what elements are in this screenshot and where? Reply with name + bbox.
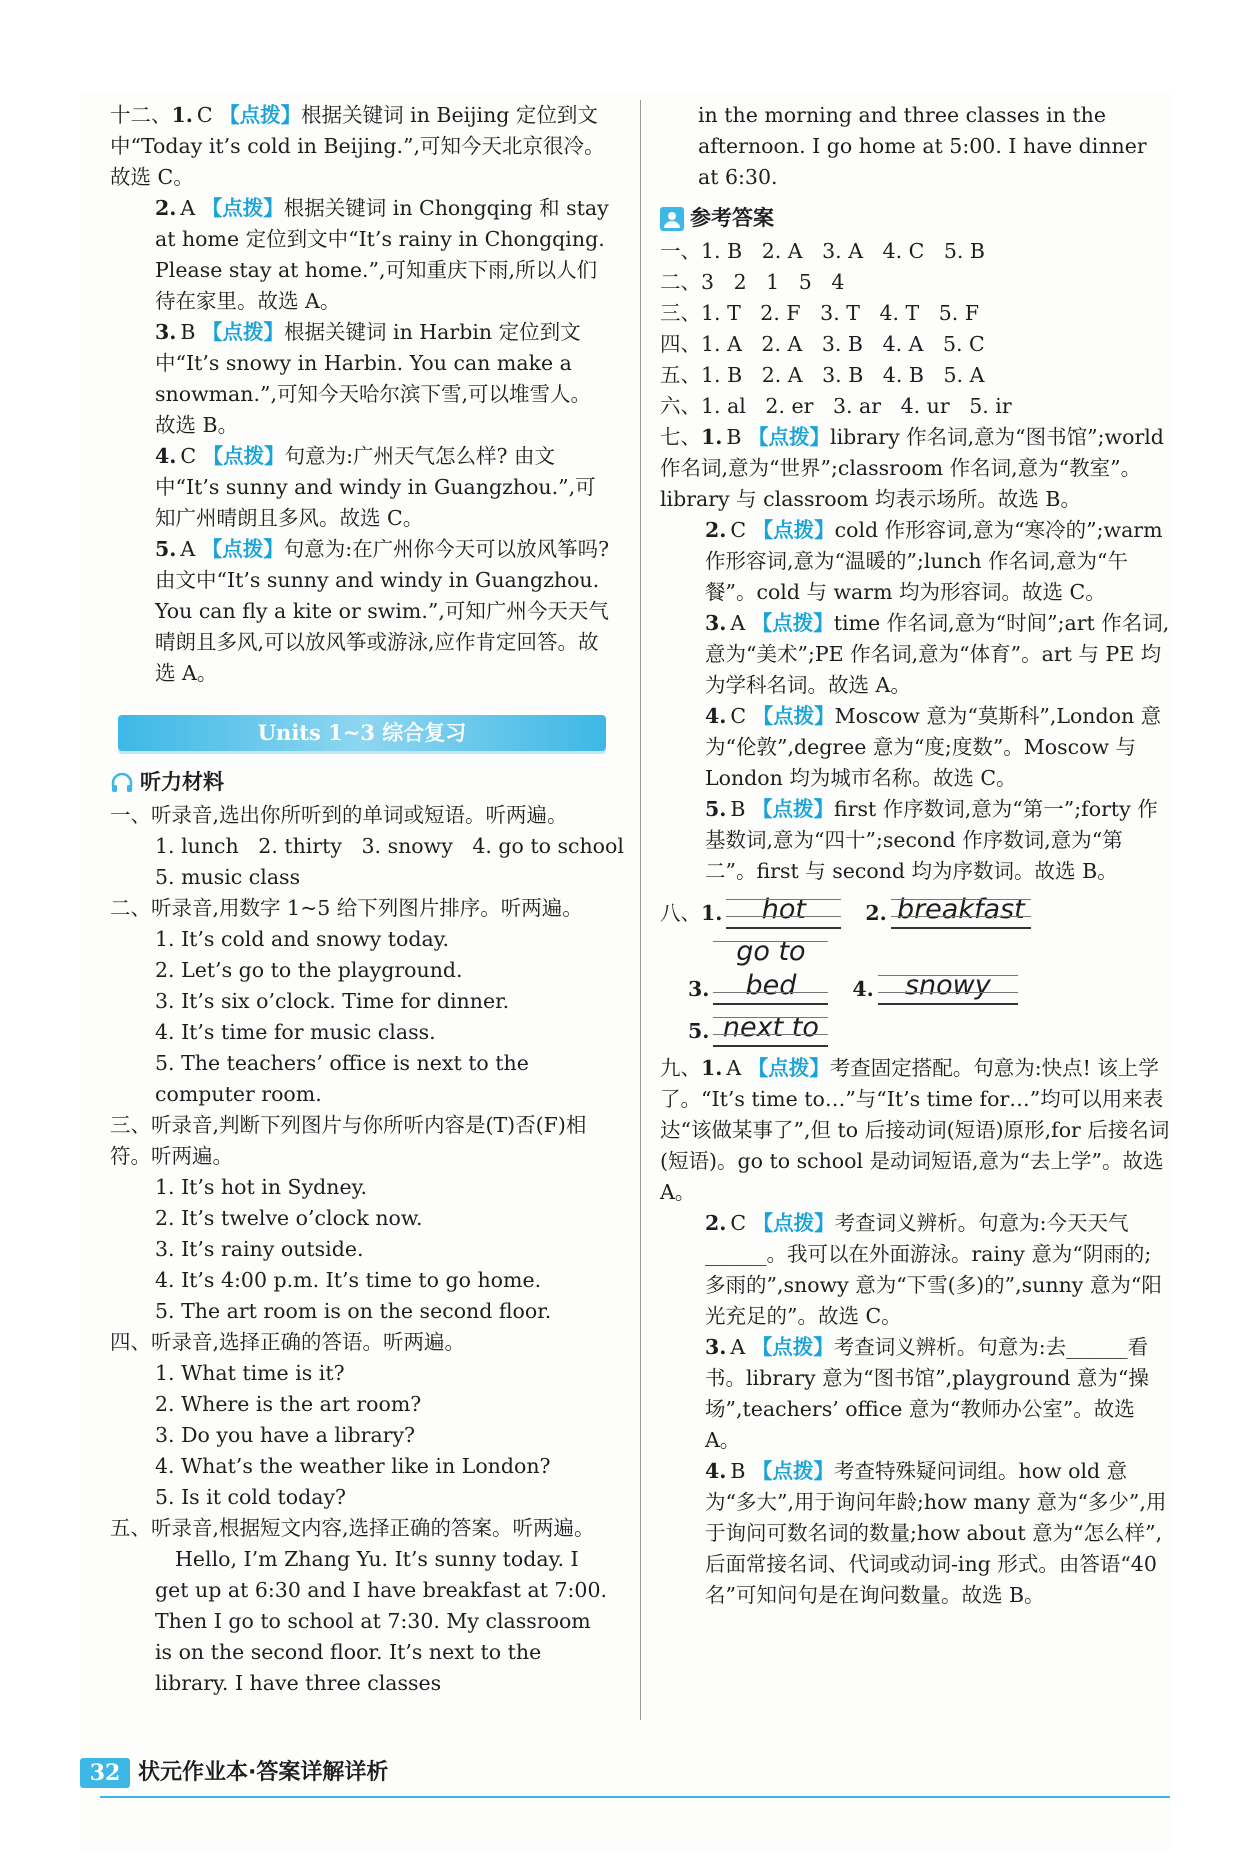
tip-label: 【点拨】 (752, 797, 835, 821)
listening-s5: 五、听录音,根据短文内容,选择正确的答案。听两遍。 Hello, I’m Zhang Yu. It’s sunny today. I get up at 6:30 and I have breakfast at 7:00. Then I go to school at 7:30. My classroom is on the second floor. It’s next to the library. I have three classes (110, 1516, 608, 1695)
tip-label: 【点拨】 (201, 196, 284, 220)
q12-item-3: 3. B 【点拨】根据关键词 in Harbin 定位到文中“It’s snowy in Harbin. You can make a snowman.”,可知今天哈尔滨下雪,可以堆雪人。故选 B。 (155, 320, 592, 437)
left-column (110, 100, 624, 1699)
answers-heading: 参考答案 (660, 203, 1170, 234)
units-review-banner: Units 1~3 综合复习 (118, 715, 606, 751)
page-footer (80, 1758, 1170, 1794)
q7-item-5: 5. B 【点拨】first 作序数词,意为“第一”;forty 作基数词,意为“四十”;second 作序数词,意为“第二”。first 与 second 均为序数词。故选 B。 (705, 797, 1158, 883)
footer-title: 状元作业本·答案详解详析 (138, 1760, 389, 1785)
handwritten-answer-5: next to (713, 1011, 828, 1047)
q12-item-5: 5. A 【点拨】句意为:在广州你今天可以放风筝吗? 由文中“It’s sunny and windy in Guangzhou. You can fly a kite or swim.”,可知广州今天天气晴朗且多风,可以放风筝或游泳,应作肯定回答。故选 A。 (155, 537, 610, 685)
q12-item-1: 十二、1. C 【点拨】根据关键词 in Beijing 定位到文中“Today it’s cold in Beijing.”,可知今天北京很冷。故选 C。 (110, 103, 605, 189)
tip-label: 【点拨】 (202, 320, 285, 344)
handwritten-answer-3: go to bed (713, 935, 828, 1005)
tip-label: 【点拨】 (201, 537, 284, 561)
q12-section (110, 100, 610, 689)
q12-prefix: 十二、 (110, 103, 172, 127)
q9-item-2: 2. C 【点拨】考查词义辨析。句意为:今天天气______。我可以在外面游泳。rainy 意为“阴雨的;多雨的”,snowy 意为“下雪(多)的”,sunny 意为“阳光充足的”。故选 C。 (705, 1211, 1162, 1328)
right-column (660, 100, 1170, 1611)
column-divider (640, 100, 641, 1720)
q12-item-4: 4. C 【点拨】句意为:广州天气怎么样? 由文中“It’s sunny and windy in Guangzhou.”,可知广州晴朗且多风。故选 C。 (155, 444, 596, 530)
tip-label: 【点拨】 (747, 1056, 830, 1080)
tip-label: 【点拨】 (752, 704, 835, 728)
listening-s1: 一、听录音,选出你所听到的单词或短语。听两遍。 1. lunch 2. thirty 3. snowy 4. go to school 5. music class (110, 803, 624, 889)
q7-item-3: 3. A 【点拨】time 作名词,意为“时间”;art 作名词,意为“美术”;PE 作名词,意为“体育”。art 与 PE 均为学科名词。故选 A。 (705, 611, 1170, 697)
handwritten-answer-2: breakfast (891, 893, 1031, 929)
footer-rule (100, 1796, 1170, 1798)
tip-label: 【点拨】 (752, 1211, 835, 1235)
q9-item-4: 4. B 【点拨】考查特殊疑问词组。how old 意为“多大”,用于询问年龄;how many 意为“多少”,用于询问可数名词的数量;how about 意为“怎么样”,后面常接名词、代词或动词-ing 形式。由答语“40 名”可知问句是在询问数量。故选 B。 (705, 1459, 1167, 1607)
q7-item-2: 2. C 【点拨】cold 作形容词,意为“寒冷的”;warm 作形容词,意为“温暖的”;lunch 作名词,意为“午餐”。cold 与 warm 均为形容词。故选 C。 (705, 518, 1163, 604)
tip-label: 【点拨】 (219, 103, 302, 127)
listening-heading: 听力材料 (110, 767, 610, 798)
short-answers: 一、1. B 2. A 3. A 4. C 5. B 二、3 2 1 5 4 三、1. T 2. F 3. T 4. T 5. F 四、1. A 2. A 3. B 4. A 5. C 五、1. B 2. A 3. B 4. B 5. A 六、1. al 2. er 3. ar 4. ur 5. ir (660, 239, 1012, 418)
headphones-icon (110, 771, 134, 795)
q7-item-4: 4. C 【点拨】Moscow 意为“莫斯科”,London 意为“伦敦”,degree 意为“度;度数”。Moscow 与 London 均为城市名称。故选 C。 (705, 704, 1162, 790)
q9-item-1: 九、1. A 【点拨】考查固定搭配。句意为:快点! 该上学了。“It’s time to…”与“It’s time for…”均可以用来表达“该做某事了”,但 to 后接动词(短语)原形,for 后接名词(短语)。go to school 是动词短语,意为“去上学”。故选 A。 (660, 1056, 1170, 1204)
q7-item-1: 七、1. B 【点拨】library 作名词,意为“图书馆”;world 作名词,意为“世界”;classroom 作名词,意为“教室”。library 与 classroom 均表示场所。故选 B。 (660, 425, 1164, 511)
tip-label: 【点拨】 (202, 444, 285, 468)
tip-label: 【点拨】 (752, 1459, 835, 1483)
q9-item-3: 3. A 【点拨】考查词义辨析。句意为:去______看书。library 意为“图书馆”,playground 意为“操场”,teachers’ office 意为“教师办公室”。故选 A。 (705, 1335, 1149, 1452)
q7-section (660, 422, 1170, 887)
listening-s2: 二、听录音,用数字 1~5 给下列图片排序。听两遍。 1. It’s cold and snowy today. 2. Let’s go to the playground. 3. It’s six o’clock. Time for dinner. 4. It’s time for music class. 5. The teachers’ office is next to the computer room. (110, 896, 583, 1106)
q8-section: 八、 1. hot 2. breakfast 3. go to bed 4. snowy 5. next to (660, 893, 1170, 1047)
tip-label: 【点拨】 (751, 611, 834, 635)
q9-section (660, 1053, 1170, 1611)
q12-item-2: 2. A 【点拨】根据关键词 in Chongqing 和 stay at home 定位到文中“It’s rainy in Chongqing. Please stay at home.”,可知重庆下雨,所以人们待在家里。故选 A。 (155, 196, 609, 313)
listening-s3: 三、听录音,判断下列图片与你所听内容是(T)否(F)相符。听两遍。 1. It’s hot in Sydney. 2. It’s twelve o’clock now. 3. It’s rainy outside. 4. It’s 4:00 p.m. It’s time to go home. 5. The art room is on the second floor. (110, 1113, 587, 1323)
tip-label: 【点拨】 (752, 518, 835, 542)
handwritten-answer-1: hot (726, 893, 841, 929)
person-icon (660, 207, 684, 231)
tip-label: 【点拨】 (751, 1335, 834, 1359)
page-number: 32 (80, 1758, 130, 1788)
tip-label: 【点拨】 (748, 425, 831, 449)
handwritten-answer-4: snowy (878, 969, 1018, 1005)
passage-continuation: in the morning and three classes in the afternoon. I go home at 5:00. I have dinner at 6:30. (698, 103, 1147, 189)
listening-s4: 四、听录音,选择正确的答语。听两遍。 1. What time is it? 2. Where is the art room? 3. Do you have a library? 4. What’s the weather like in London? 5. Is it cold today? (110, 1330, 551, 1509)
